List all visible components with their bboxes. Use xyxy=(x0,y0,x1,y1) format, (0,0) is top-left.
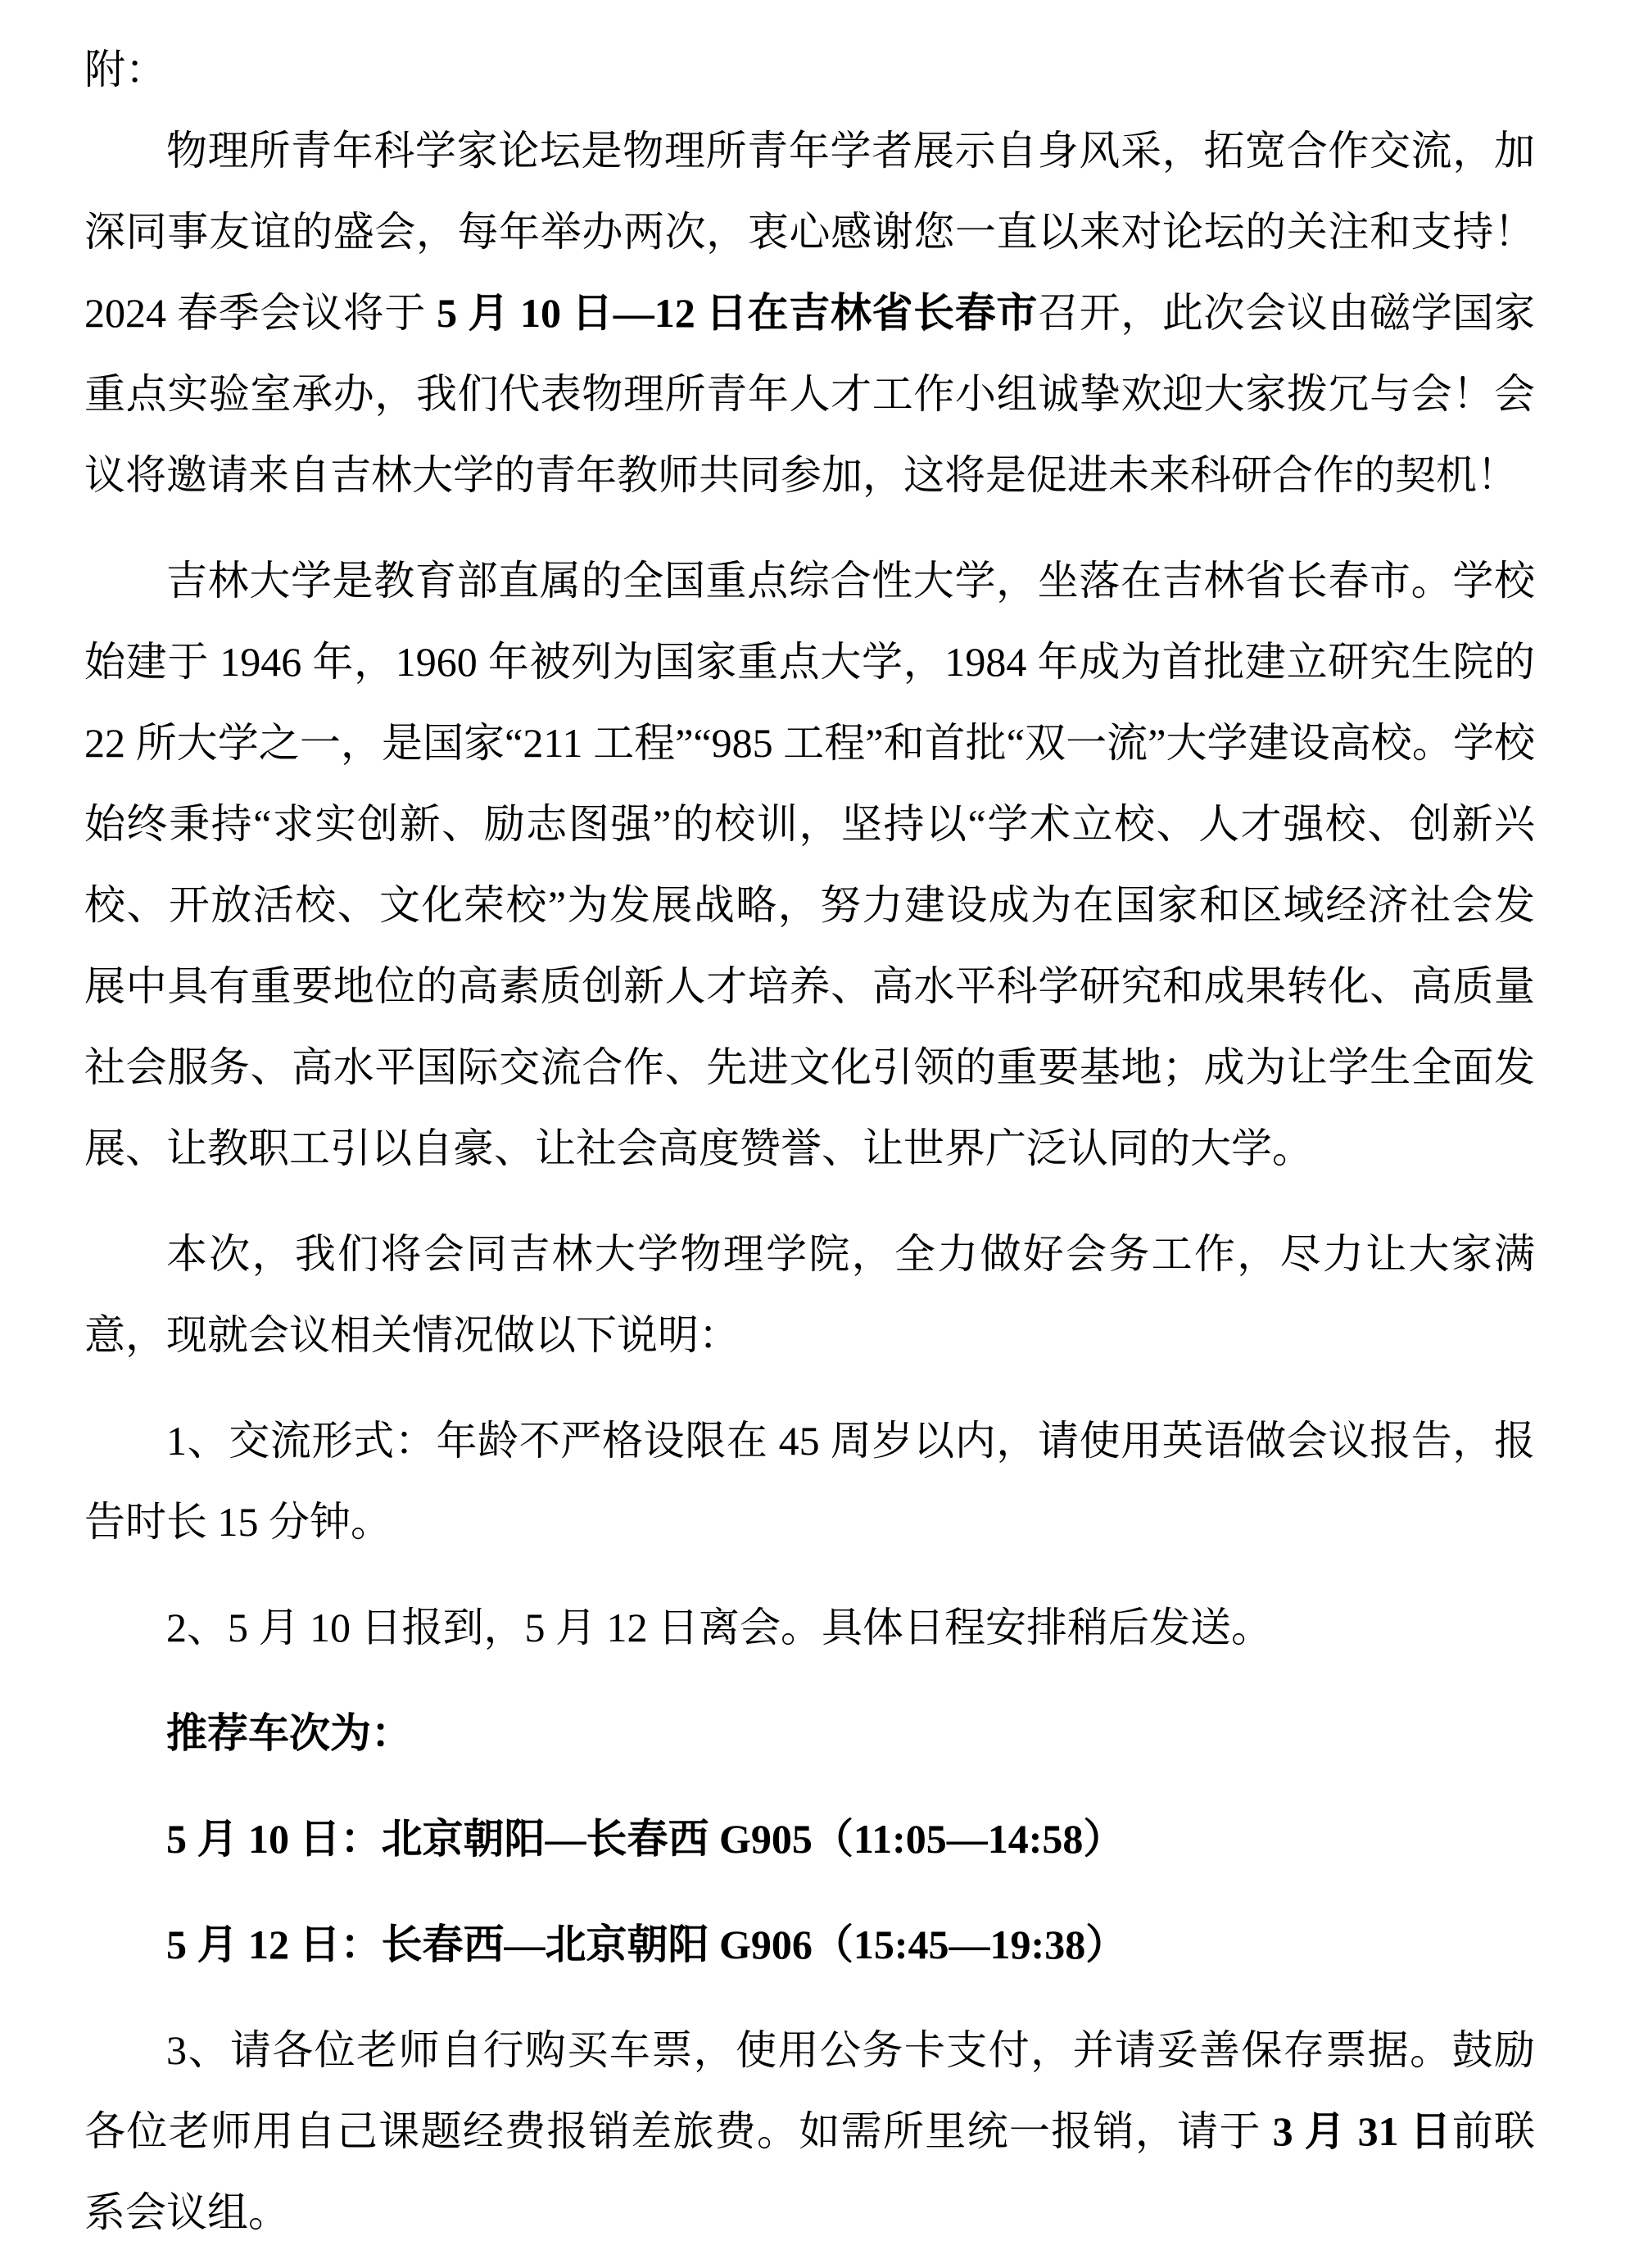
para-forum-intro xyxy=(84,111,1535,516)
para-jilin-university xyxy=(84,541,1535,1189)
bold-text-run: 5 月 12 日：长春西—北京朝阳 G906（15:45—19:38） xyxy=(166,1922,1127,1967)
item-2-schedule xyxy=(84,1587,1535,1668)
text-run: 吉林大学是教育部直属的全国重点综合性大学，坐落在吉林省长春市。学校始建于 1946 年，1960 年被列为国家重点大学，1984 年成为首批建立研究生院的 22 所大学之一，是国家“211 工程”“985 工程”和首批“双一流”大学建设高校。学校始终秉持“求实创新、励志图强”的校训，坚持以“学术立校、人才强校、创新兴校、开放活校、文化荣校”为发展战略，努力建设成为在国家和区域经济社会发展中具有重要地位的高素质创新人才培养、高水平科学研究和成果转化、高质量社会服务、高水平国际交流合作、先进文化引领的重要基地；成为让学生全面发展、让教职工引以自豪、让社会高度赞誉、让世界广泛认同的大学。 xyxy=(84,558,1535,1171)
text-run: 物理所青年科学家论坛是物理所青年学者展示自身风采，拓宽合作交流，加深同事友谊的盛会，每年举办两次，衷心感谢您一直以来对论坛的关注和支持！2024 春季会议将于 xyxy=(84,128,1535,336)
bold-text-run: 5 月 10 日：北京朝阳—长春西 G905（11:05—14:58） xyxy=(166,1816,1125,1862)
train-may-12 xyxy=(84,1904,1535,1985)
text-run: 附： xyxy=(84,47,166,93)
text-run: 前联系会议组。 xyxy=(84,2108,1536,2235)
attachment-label xyxy=(84,29,1535,111)
item-1-presentation-format xyxy=(84,1401,1535,1563)
text-run: 本次，我们将会同吉林大学物理学院，全力做好会务工作，尽力让大家满意，现就会议相关情况做以下说明： xyxy=(84,1231,1535,1358)
train-may-10 xyxy=(84,1799,1535,1880)
text-run: 3、请各位老师自行购买车票，使用公务卡支付，并请妥善保存票据。鼓励各位老师用自己课题经费报销差旅费。如需所里统一报销，请于 xyxy=(84,2027,1535,2154)
bold-text-run: 3 月 31 日 xyxy=(1272,2108,1452,2154)
text-run: 1、交流形式：年龄不严格设限在 45 周岁以内，请使用英语做会议报告，报告时长 15 分钟。 xyxy=(84,1418,1535,1545)
para-meeting-notes-intro xyxy=(84,1214,1535,1376)
text-run: 2、5 月 10 日报到，5 月 12 日离会。具体日程安排稍后发送。 xyxy=(166,1605,1272,1650)
bold-text-run: 5 月 10 日—12 日在吉林省长春市 xyxy=(437,290,1039,336)
text-run: 召开，此次会议由磁学国家重点实验室承办，我们代表物理所青年人才工作小组诚挚欢迎大家拨冗与会！会议将邀请来自吉林大学的青年教师共同参加，这将是促进未来科研合作的契机！ xyxy=(84,290,1536,498)
item-3-ticket-reimbursement xyxy=(84,2010,1535,2253)
bold-text-run: 推荐车次为： xyxy=(166,1710,412,1756)
recommended-trains-heading xyxy=(84,1693,1535,1774)
